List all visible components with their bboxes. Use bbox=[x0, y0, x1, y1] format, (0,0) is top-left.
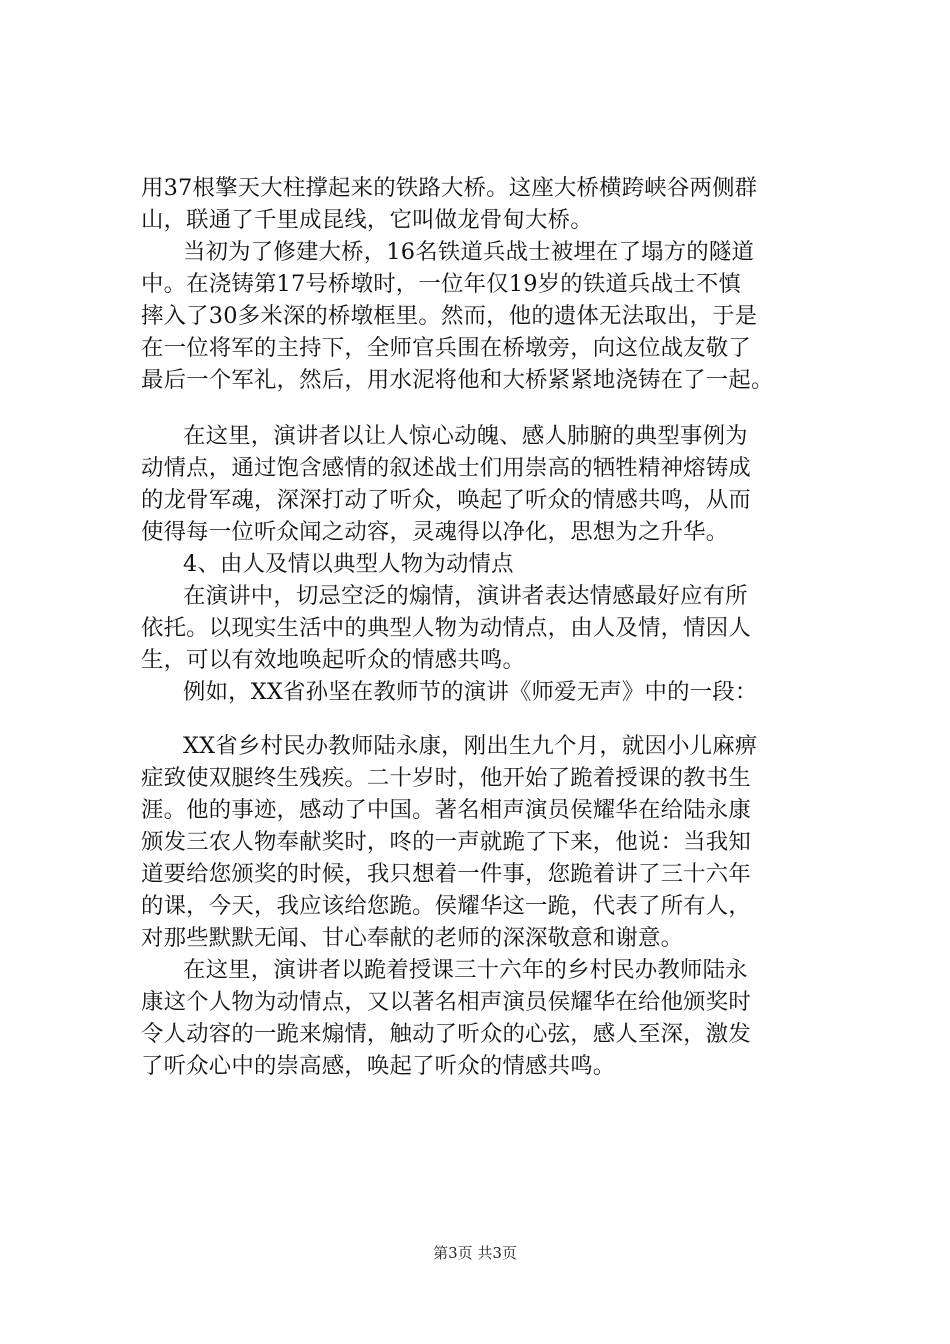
paragraph-line: 对那些默默无闻、甘心奉献的老师的深深敬意和谢意。 bbox=[141, 925, 684, 951]
paragraph-line: 涯。他的事迹，感动了中国。著名相声演员侯耀华在给陆永康 bbox=[141, 797, 751, 823]
paragraph-line: 在这里，演讲者以让人惊心动魄、感人肺腑的典型事例为 bbox=[183, 423, 748, 449]
paragraph-line: 在这里，演讲者以跪着授课三十六年的乡村民办教师陆永 bbox=[183, 957, 748, 983]
paragraph-line: 道要给您颁奖的时候，我只想着一件事，您跪着讲了三十六年 bbox=[141, 861, 751, 887]
paragraph-line: 的课，今天，我应该给您跪。侯耀华这一跪，代表了所有人， bbox=[141, 893, 751, 919]
page-footer: 第3页 共3页 bbox=[433, 1244, 517, 1262]
paragraph-line: 依托。以现实生活中的典型人物为动情点，由人及情，情因人 bbox=[141, 615, 751, 641]
section-heading: 4、由人及情以典型人物为动情点 bbox=[183, 551, 514, 577]
paragraph-line: 生，可以有效地唤起听众的情感共鸣。 bbox=[141, 647, 526, 673]
paragraph-line: 康这个人物为动情点，又以著名相声演员侯耀华在给他颁奖时 bbox=[141, 989, 751, 1015]
paragraph-line: 令人动容的一跪来煽情，触动了听众的心弦，感人至深，激发 bbox=[141, 1021, 751, 1047]
paragraph-line: 例如，XX省孙坚在教师节的演讲《师爱无声》中的一段： bbox=[183, 679, 758, 705]
paragraph-line: 症致使双腿终生残疾。二十岁时，他开始了跪着授课的教书生 bbox=[141, 765, 751, 791]
paragraph-line: 在一位将军的主持下，全师官兵围在桥墩旁，向这位战友敬了 bbox=[141, 335, 751, 361]
paragraph-line: 颁发三农人物奉献奖时，咚的一声就跪了下来，他说：当我知 bbox=[141, 829, 751, 855]
paragraph-line: 山，联通了千里成昆线，它叫做龙骨甸大桥。 bbox=[141, 207, 593, 233]
paragraph-line: 了听众心中的崇高感，唤起了听众的情感共鸣。 bbox=[141, 1053, 616, 1079]
paragraph-line: XX省乡村民办教师陆永康，刚出生九个月，就因小儿麻痹 bbox=[183, 733, 758, 759]
paragraph-line: 最后一个军礼，然后，用水泥将他和大桥紧紧地浇铸在了一起。 bbox=[141, 367, 774, 393]
paragraph-line: 动情点，通过饱含感情的叙述战士们用崇高的牺牲精神熔铸成 bbox=[141, 455, 751, 481]
paragraph-line: 的龙骨军魂，深深打动了听众，唤起了听众的情感共鸣，从而 bbox=[141, 487, 751, 513]
paragraph-line: 用37根擎天大柱撑起来的铁路大桥。这座大桥横跨峡谷两侧群 bbox=[141, 175, 758, 201]
paragraph-line: 摔入了30多米深的桥墩框里。然而，他的遗体无法取出，于是 bbox=[141, 303, 758, 329]
paragraph-line: 当初为了修建大桥，16名铁道兵战士被埋在了塌方的隧道 bbox=[183, 239, 755, 265]
paragraph-line: 中。在浇铸第17号桥墩时，一位年仅19岁的铁道兵战士不慎 bbox=[141, 271, 741, 297]
paragraph-line: 使得每一位听众闻之动容，灵魂得以净化，思想为之升华。 bbox=[141, 519, 729, 545]
paragraph-line: 在演讲中，切忌空泛的煽情，演讲者表达情感最好应有所 bbox=[183, 583, 748, 609]
